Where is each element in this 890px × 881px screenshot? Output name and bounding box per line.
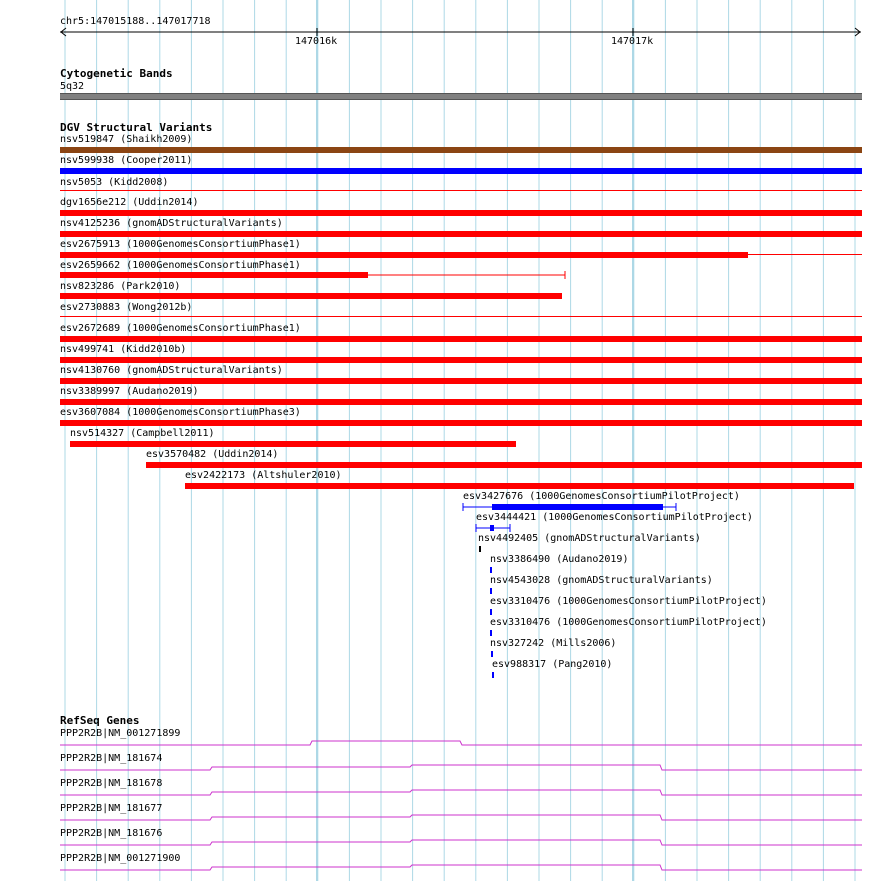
sv-feature-whisker[interactable] — [462, 502, 678, 512]
gene-model[interactable] — [60, 863, 862, 877]
gene-label: PPP2R2B|NM_001271900 — [60, 853, 181, 864]
sv-label: esv3570482 (Uddin2014) — [146, 449, 279, 460]
sv-feature-bar[interactable] — [479, 546, 481, 552]
sv-feature-bar[interactable] — [60, 357, 862, 363]
sv-label: nsv823286 (Park2010) — [60, 281, 181, 292]
sv-feature-bar[interactable] — [60, 272, 368, 278]
track-title-refseq-genes: RefSeq Genes — [60, 714, 140, 727]
sv-label: nsv3386490 (Audano2019) — [490, 554, 629, 565]
gene-label: PPP2R2B|NM_181677 — [60, 803, 163, 814]
track-title-cytogenetic-bands: Cytogenetic Bands — [60, 67, 173, 80]
sv-feature-bar[interactable] — [60, 252, 748, 258]
sv-label: nsv4492405 (gnomADStructuralVariants) — [478, 533, 701, 544]
cyto-band-bar[interactable] — [60, 93, 862, 100]
sv-feature-bar[interactable] — [60, 231, 862, 237]
sv-label: nsv4125236 (gnomADStructuralVariants) — [60, 218, 283, 229]
sv-feature-bar[interactable] — [490, 567, 492, 573]
gene-model[interactable] — [60, 813, 862, 827]
sv-label: esv3607084 (1000GenomesConsortiumPhase3) — [60, 407, 301, 418]
sv-feature-bar[interactable] — [490, 609, 492, 615]
sv-label: dgv1656e212 (Uddin2014) — [60, 197, 199, 208]
sv-label: nsv4130760 (gnomADStructuralVariants) — [60, 365, 283, 376]
sv-label: esv3444421 (1000GenomesConsortiumPilotProject) — [476, 512, 753, 523]
sv-label: esv2422173 (Altshuler2010) — [185, 470, 342, 481]
gene-label: PPP2R2B|NM_001271899 — [60, 728, 181, 739]
sv-feature-bar[interactable] — [60, 420, 862, 426]
sv-feature-bar[interactable] — [490, 630, 492, 636]
sv-feature-line[interactable] — [60, 190, 862, 191]
sv-label: esv3310476 (1000GenomesConsortiumPilotProject) — [490, 617, 767, 628]
gene-label: PPP2R2B|NM_181676 — [60, 828, 163, 839]
sv-feature-bar[interactable] — [146, 462, 862, 468]
sv-label: esv988317 (Pang2010) — [492, 659, 613, 670]
sv-label: nsv514327 (Campbell2011) — [70, 428, 215, 439]
sv-feature-bar[interactable] — [60, 293, 562, 299]
sv-feature-bar[interactable] — [60, 336, 862, 342]
sv-feature-line[interactable] — [60, 316, 862, 317]
sv-label: nsv499741 (Kidd2010b) — [60, 344, 187, 355]
locus-label: chr5:147015188..147017718 — [60, 16, 211, 27]
sv-feature-bar[interactable] — [491, 651, 493, 657]
sv-label: nsv5053 (Kidd2008) — [60, 177, 169, 188]
sv-feature-whisker[interactable] — [368, 270, 568, 280]
sv-label: esv2675913 (1000GenomesConsortiumPhase1) — [60, 239, 301, 250]
sv-feature-bar[interactable] — [490, 588, 492, 594]
sv-feature-bar[interactable] — [60, 147, 862, 153]
gene-label: PPP2R2B|NM_181678 — [60, 778, 163, 789]
gene-model[interactable] — [60, 788, 862, 802]
sv-feature-bar[interactable] — [60, 168, 862, 174]
sv-feature-whisker[interactable] — [475, 523, 513, 533]
sv-feature-bar[interactable] — [492, 672, 494, 678]
sv-label: esv2730883 (Wong2012b) — [60, 302, 193, 313]
sv-label: nsv327242 (Mills2006) — [490, 638, 617, 649]
gene-label: PPP2R2B|NM_181674 — [60, 753, 163, 764]
sv-label: nsv4543028 (gnomADStructuralVariants) — [490, 575, 713, 586]
sv-feature-bar[interactable] — [60, 399, 862, 405]
sv-feature-bar[interactable] — [60, 210, 862, 216]
ruler-tick-label: 147016k — [295, 36, 338, 47]
sv-label: esv2659662 (1000GenomesConsortiumPhase1) — [60, 260, 301, 271]
sv-label: nsv519847 (Shaikh2009) — [60, 134, 193, 145]
sv-label: nsv3389997 (Audano2019) — [60, 386, 199, 397]
sv-label: esv2672689 (1000GenomesConsortiumPhase1) — [60, 323, 301, 334]
ruler-tick-label: 147017k — [611, 36, 654, 47]
sv-label: nsv599938 (Cooper2011) — [60, 155, 193, 166]
track-title-dgv-structural-variants: DGV Structural Variants — [60, 121, 213, 134]
ruler-axis[interactable] — [58, 26, 864, 38]
cyto-band-label: 5q32 — [60, 81, 85, 92]
sv-feature-bar[interactable] — [60, 378, 862, 384]
sv-label: esv3427676 (1000GenomesConsortiumPilotProject) — [463, 491, 740, 502]
gene-model[interactable] — [60, 838, 862, 852]
sv-label: esv3310476 (1000GenomesConsortiumPilotProject) — [490, 596, 767, 607]
sv-feature-bar[interactable] — [185, 483, 854, 489]
gene-model[interactable] — [60, 763, 862, 777]
sv-feature-line[interactable] — [748, 254, 862, 255]
gene-model[interactable] — [60, 738, 862, 752]
sv-feature-bar[interactable] — [70, 441, 516, 447]
